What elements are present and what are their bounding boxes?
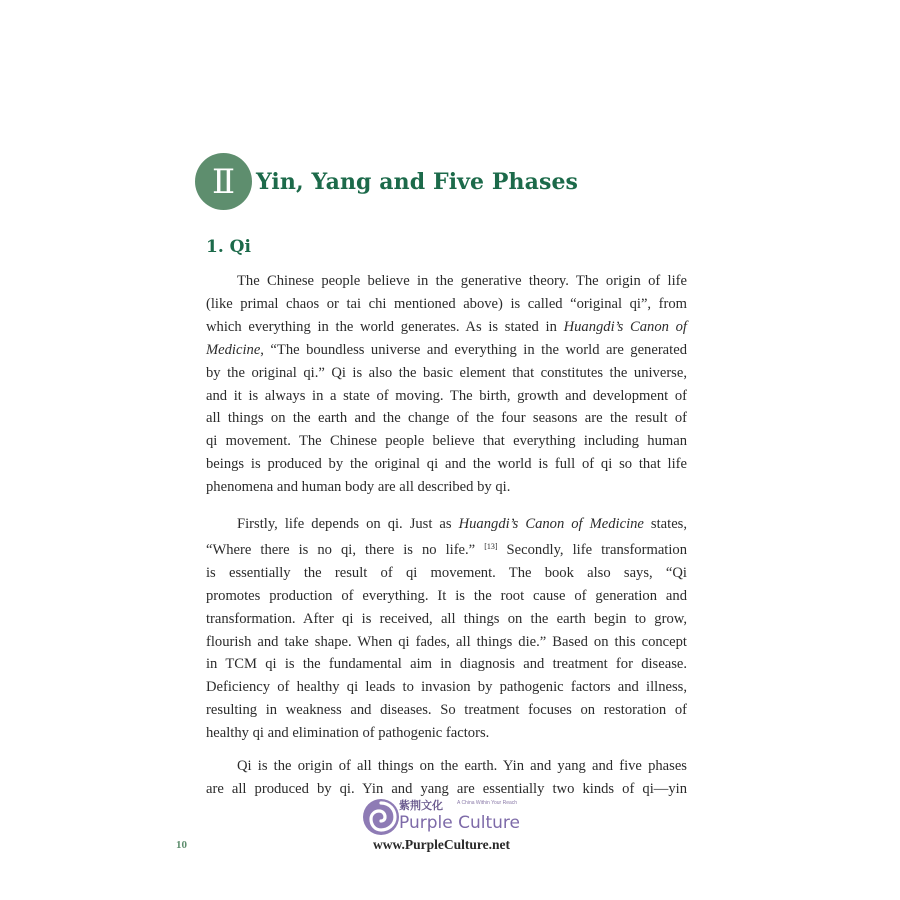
text-line — [206, 316, 687, 339]
citation-ref: [13] — [484, 541, 498, 551]
watermark-tagline: A China Within Your Reach — [457, 800, 518, 806]
text-line: are all produced by qi. Yin and yang are essentially two kinds of qi—yin — [206, 780, 687, 797]
text-line: beings is produced by the original qi and the world is full of qi so that life — [206, 456, 687, 473]
text-line: The Chinese people believe in the generative theory. The origin of life — [237, 273, 687, 289]
text-line: (like primal chaos or tai chi mentioned above) is called “original qi”, from — [206, 295, 687, 312]
text-segment: states, — [643, 516, 687, 532]
text-line: promotes production of everything. It is the root cause of generation and — [206, 587, 687, 604]
watermark-chinese: 紫荆文化 — [399, 799, 443, 812]
chapter-number-badge: Ⅱ — [195, 153, 252, 210]
text-line — [206, 536, 687, 562]
text-segment: Secondly, life transformation — [497, 541, 687, 558]
text-line — [206, 339, 687, 362]
text-segment: Firstly, life depends on qi. Just as — [237, 516, 459, 532]
watermark — [361, 797, 551, 857]
book-title: Medicine — [206, 341, 261, 358]
text-line: Qi is the origin of all things on the earth. Yin and yang and five phases — [237, 758, 687, 774]
paragraph-1 — [206, 270, 687, 499]
text-line: resulting in weakness and diseases. So treatment focuses on restoration of — [206, 702, 687, 719]
text-segment: , “The boundless universe and everything in the world are generated — [260, 341, 687, 358]
chapter-title: Yin, Yang and Five Phases — [256, 168, 579, 195]
text-line: is essentially the result of qi movement. The book also says, “Qi — [206, 564, 687, 581]
paragraph-3 — [206, 755, 687, 801]
book-title: Huangdi’s Canon of — [563, 318, 687, 335]
section-title: 1. Qi — [206, 237, 251, 257]
text-line: all things on the earth and the change of the four seasons are the result of — [206, 410, 687, 427]
text-segment: “Where there is no qi, there is no life.” — [206, 541, 485, 558]
text-line: healthy qi and elimination of pathogenic factors. — [206, 725, 490, 742]
text-line: qi movement. The Chinese people believe that everything including human — [206, 433, 687, 450]
watermark-url: www.PurpleCulture.net — [373, 837, 510, 852]
page-number: 10 — [176, 839, 187, 851]
text-line: transformation. After qi is received, all things on the earth begin to grow, — [206, 610, 687, 627]
text-line: flourish and take shape. When qi fades, all things die.” Based on this concept — [206, 633, 687, 650]
text-line: by the original qi.” Qi is also the basic element that constitutes the universe, — [206, 364, 687, 381]
chapter-heading — [195, 153, 578, 210]
text-line: phenomena and human body are all described by qi. — [206, 479, 511, 496]
text-segment: which everything in the world generates. As is stated in — [206, 318, 564, 335]
purple-culture-logo-icon — [361, 797, 401, 837]
text-line — [206, 513, 687, 536]
text-line: and it is always in a state of moving. The birth, growth and development of — [206, 387, 687, 404]
text-line: Deficiency of healthy qi leads to invasion by pathogenic factors and illness, — [206, 679, 687, 696]
watermark-name: Purple Culture — [399, 813, 520, 833]
text-line: in TCM qi is the fundamental aim in diagnosis and treatment for disease. — [206, 656, 687, 673]
book-title: Huangdi’s Canon of Medicine — [458, 516, 644, 532]
paragraph-2 — [206, 513, 687, 745]
